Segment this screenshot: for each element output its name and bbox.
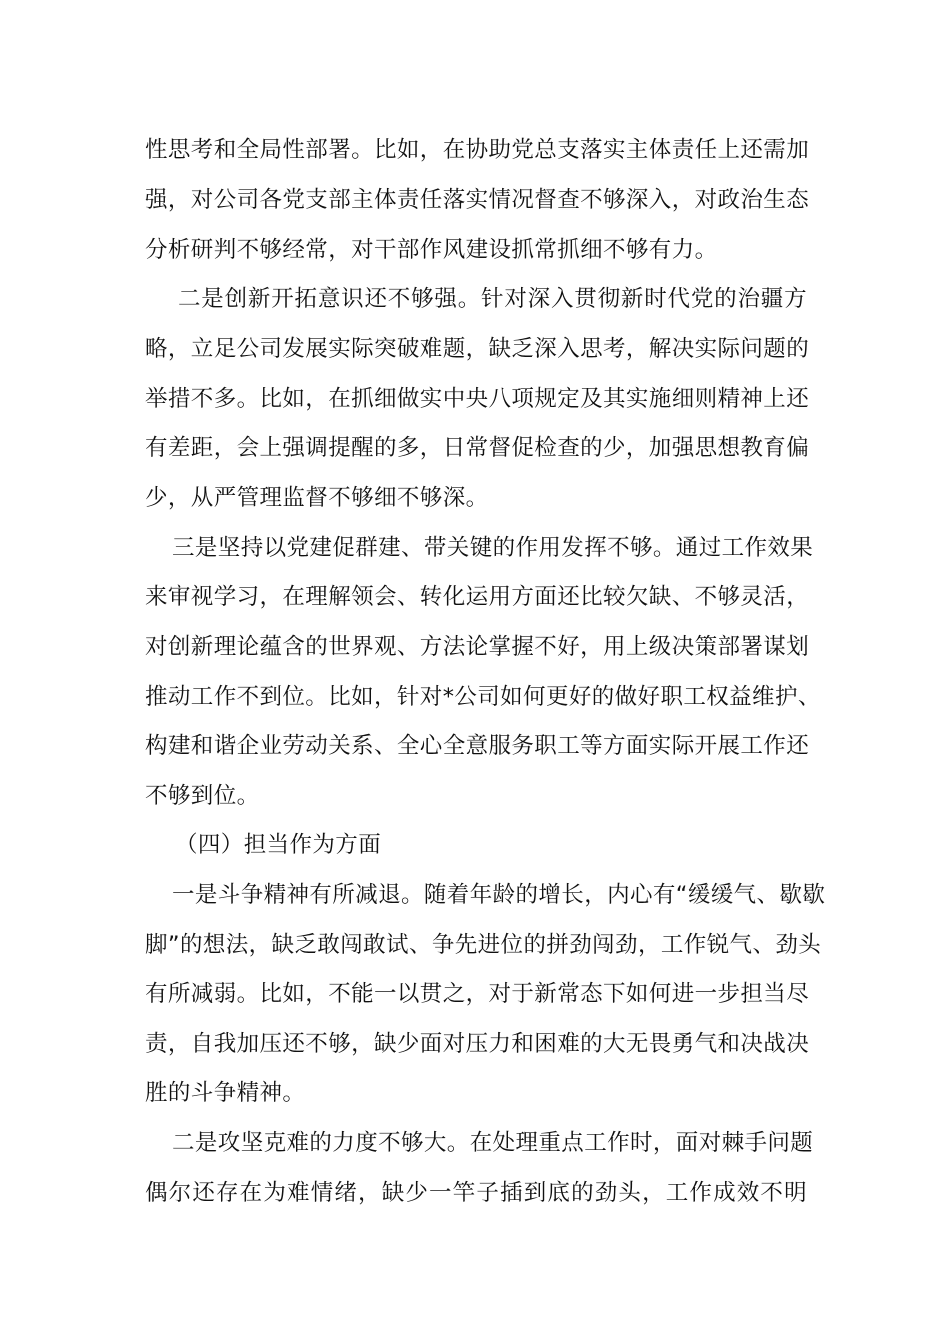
paragraph-start-line: 二是攻坚克难的力度不够大。在处理重点工作时，面对棘手问题 bbox=[172, 1130, 814, 1156]
text-line: 责，自我加压还不够，缺少面对压力和困难的大无畏勇气和决战决 bbox=[145, 1031, 810, 1057]
section-heading: （四）担当作为方面 bbox=[175, 832, 382, 858]
text-line: 强，对公司各党支部主体责任落实情况督查不够深入，对政治生态 bbox=[145, 187, 810, 213]
text-line: 构建和谐企业劳动关系、全心全意服务职工等方面实际开展工作还 bbox=[145, 733, 810, 759]
text-line: 推动工作不到位。比如，针对*公司如何更好的做好职工权益维护、 bbox=[145, 684, 821, 710]
text-line: 来审视学习，在理解领会、转化运用方面还比较欠缺、不够灵活， bbox=[145, 584, 810, 610]
text-line: 少，从严管理监督不够细不够深。 bbox=[145, 485, 489, 511]
text-line: 不够到位。 bbox=[145, 783, 260, 809]
text-line: 有差距，会上强调提醒的多，日常督促检查的少，加强思想教育偏 bbox=[145, 435, 810, 461]
text-line: 对创新理论蕴含的世界观、方法论掌握不好，用上级决策部署谋划 bbox=[145, 634, 810, 660]
text-line: 胜的斗争精神。 bbox=[145, 1080, 306, 1106]
text-line: 偶尔还存在为难情绪，缺少一竿子插到底的劲头，工作成效不明 bbox=[145, 1180, 807, 1206]
paragraph-start-line: 三是坚持以党建促群建、带关键的作用发挥不够。通过工作效果 bbox=[172, 535, 814, 561]
text-line: 分析研判不够经常，对干部作风建设抓常抓细不够有力。 bbox=[145, 237, 718, 263]
text-line: 性思考和全局性部署。比如，在协助党总支落实主体责任上还需加 bbox=[145, 137, 810, 163]
text-line: 脚”的想法，缺乏敢闯敢试、争先进位的拼劲闯劲，工作锐气、劲头 bbox=[145, 932, 822, 958]
text-line: 举措不多。比如，在抓细做实中央八项规定及其实施细则精神上还 bbox=[145, 386, 810, 412]
paragraph-start-line: 二是创新开拓意识还不够强。针对深入贯彻新时代党的治疆方 bbox=[178, 286, 807, 312]
paragraph-start-line: 一是斗争精神有所减退。随着年龄的增长，内心有“缓缓气、歇歇 bbox=[172, 882, 826, 908]
text-line: 有所减弱。比如，不能一以贯之，对于新常态下如何进一步担当尽 bbox=[145, 981, 810, 1007]
text-line: 略，立足公司发展实际突破难题，缺乏深入思考，解决实际问题的 bbox=[145, 336, 810, 362]
